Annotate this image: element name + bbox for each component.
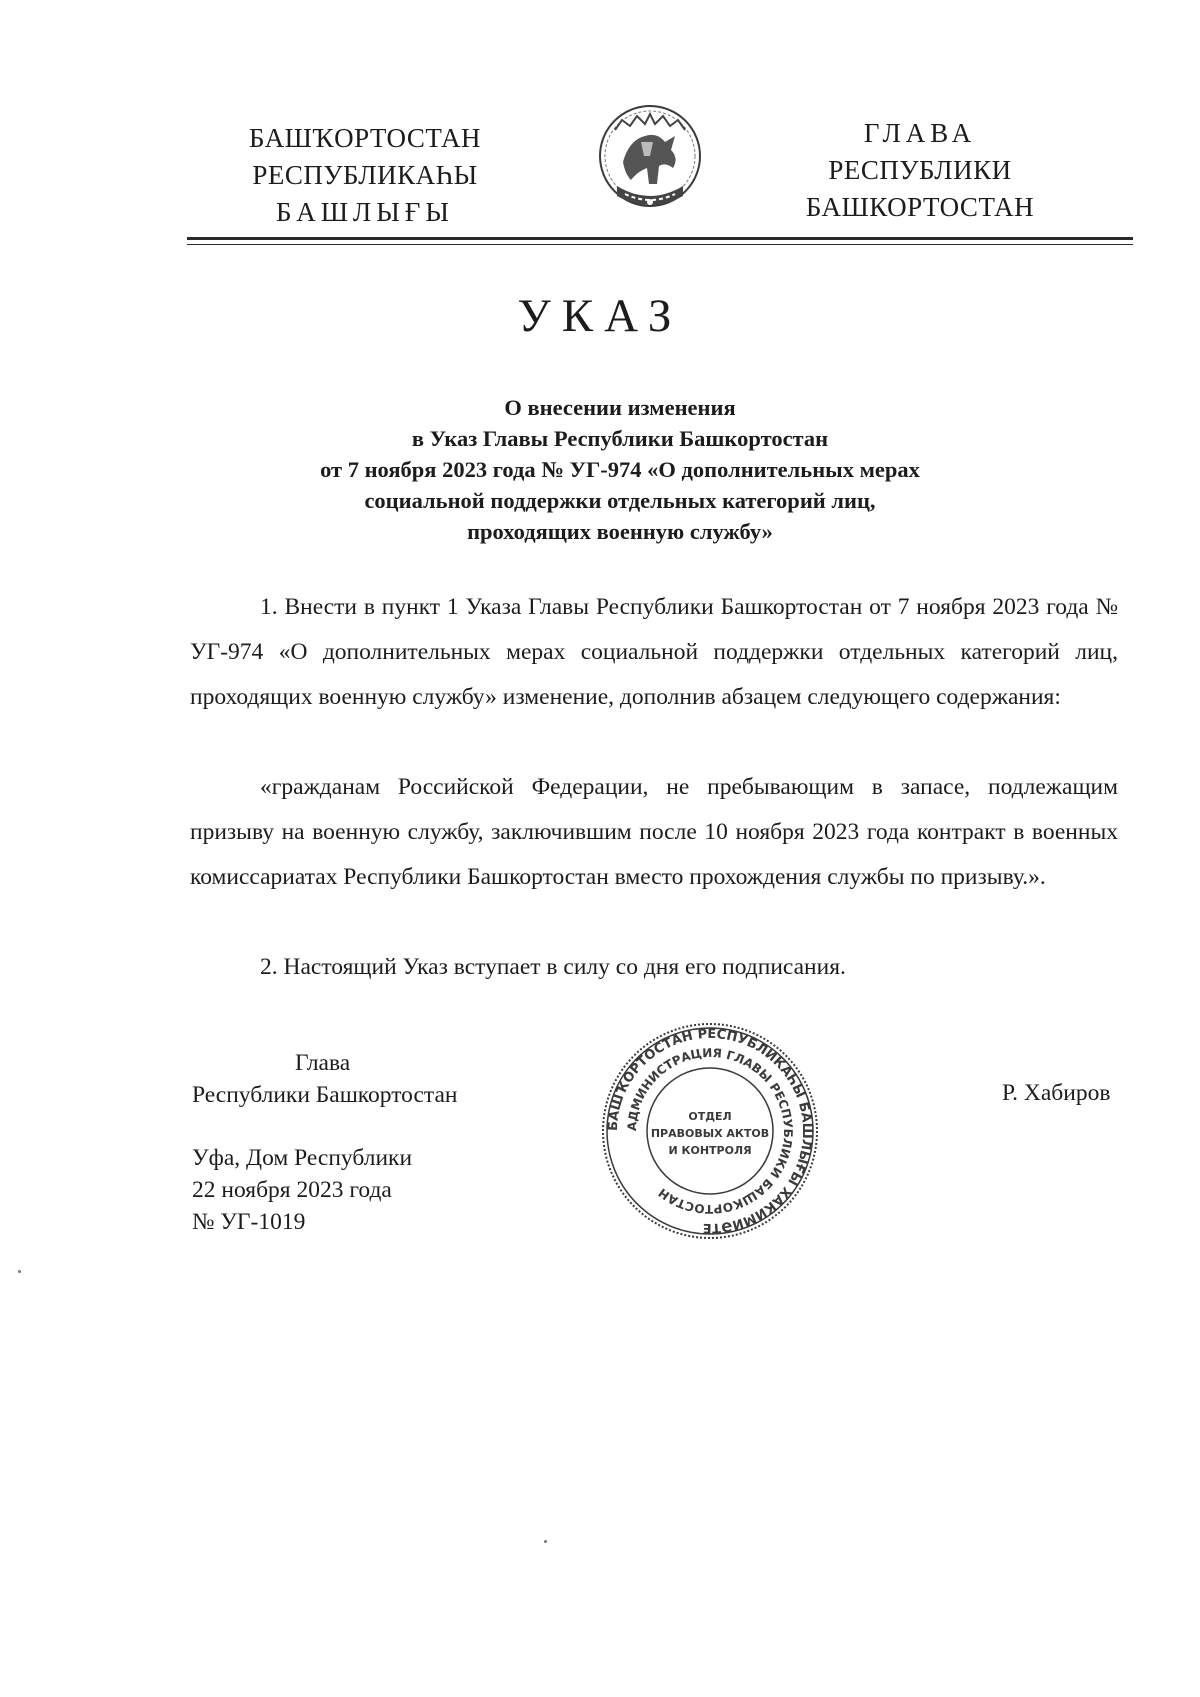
header-left-line2: РЕСПУБЛИКАҺЫ (252, 160, 478, 190)
issue-place: Уфа, Дом Республики (192, 1145, 413, 1171)
title-line: от 7 ноября 2023 года № УГ-974 «О дополнительных мерах (320, 457, 920, 482)
paragraph-quoted-amendment: «гражданам Российской Федерации, не пребывающим в запасе, подлежащим призыву на военную службу, заключившим после 10 ноября 2023 года контракт в военных комиссариатах Республики Башкортостан вместо прохождения службы по призыву.». (190, 774, 1118, 890)
stamp-center-line2: ПРАВОВЫХ АКТОВ (650, 1127, 770, 1140)
title-line: О внесении изменения (504, 395, 736, 420)
issue-details (192, 1142, 412, 1238)
decree-number: № УГ-1019 (192, 1209, 306, 1235)
header-left-bashkir (200, 120, 530, 231)
header-left-line1: БАШҠОРТОСТАН (248, 123, 482, 153)
paragraph-1: 1. Внести в пункт 1 Указа Главы Республики Башкортостан от 7 ноября 2023 года № УГ-974 «О дополнительных мерах социальной поддержки отдельных категорий лиц, проходящих военную службу» изменение, дополнив абзацем следующего содержания: (190, 594, 1118, 710)
scan-speck (544, 1540, 547, 1543)
header-right-line3: БАШКОРТОСТАН (805, 192, 1035, 222)
stamp-center-line3: И КОНТРОЛЯ (668, 1144, 752, 1157)
header-right-line2: РЕСПУБЛИКИ (828, 155, 1012, 185)
header-divider-thin (187, 244, 1133, 245)
header-right-russian (760, 115, 1080, 226)
signatory-role-line1: Глава (295, 1050, 351, 1076)
signatory-role (192, 1047, 522, 1111)
coat-of-arms-icon (595, 102, 705, 220)
title-line: проходящих военную службу» (467, 519, 773, 544)
stamp-outer-text: БАШҠОРТОСТАН РЕСПУБЛИКАҺЫ БАШЛЫҒЫ ХАКИМИӘТЕ (605, 1026, 815, 1236)
header-divider-thick (187, 237, 1133, 240)
signer-name: Р. Хабиров (1002, 1080, 1111, 1106)
document-title (250, 392, 990, 547)
stamp-middle-text: АДМИНИСТРАЦИЯ ГЛАВЫ РЕСПУБЛИКИ БАШКОРТОСТАН (624, 1045, 796, 1217)
signatory-role-line2: Республики Башкортостан (192, 1082, 458, 1108)
scan-speck (18, 1270, 21, 1273)
document-type-heading: УКАЗ (517, 290, 683, 342)
official-stamp (600, 1020, 820, 1242)
stamp-center-line1: ОТДЕЛ (688, 1110, 732, 1123)
issue-date: 22 ноября 2023 года (192, 1177, 392, 1203)
paragraph-2: 2. Настоящий Указ вступает в силу со дня его подписания. (260, 954, 846, 980)
title-line: в Указ Главы Республики Башкортостан (411, 426, 829, 451)
header-left-line3: БАШЛЫҒЫ (276, 197, 454, 227)
header-right-line1: ГЛАВА (863, 118, 977, 148)
title-line: социальной поддержки отдельных категорий лиц, (364, 488, 876, 513)
